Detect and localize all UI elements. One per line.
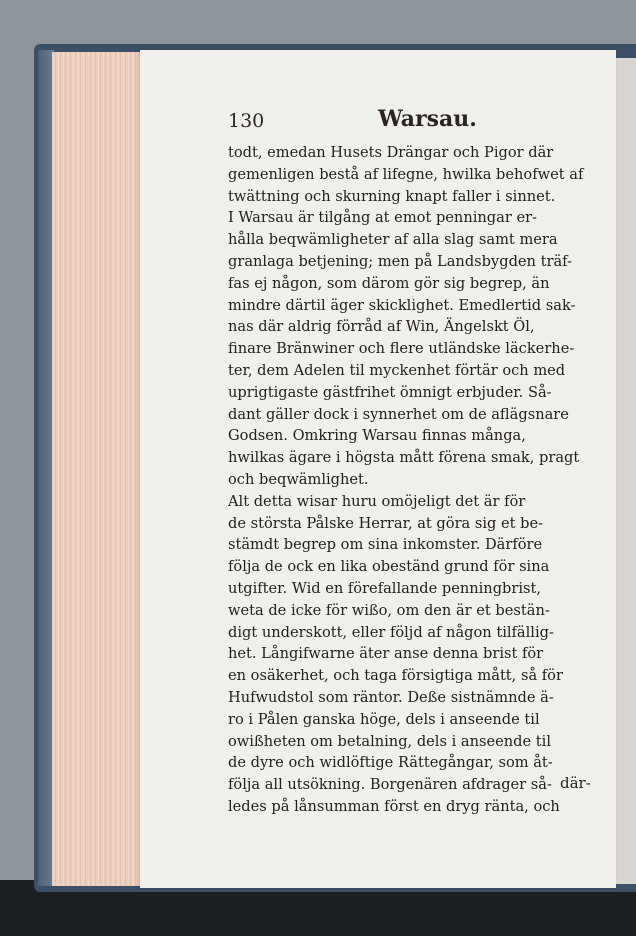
text-line: ro i Pålen ganska höge, dels i anseende til	[228, 710, 540, 728]
text-line: följa de ock en lika obeständ grund för sina	[228, 558, 550, 576]
text-line: het. Långifwarne äter anse denna brist för	[228, 645, 544, 663]
text-line: weta de icke för wißo, om den är et bestän-	[228, 601, 550, 619]
text-line: Alt detta wisar huru omöjeligt det är för	[228, 492, 526, 510]
text-line: finare Bränwiner och flere utländske läckerhe-	[228, 340, 575, 358]
text-line: stämdt begrep om sina inkomster. Därföre	[228, 536, 543, 554]
text-line: granlaga betjening; men på Landsbygden träf-	[228, 252, 572, 270]
text-line: och beqwämlighet.	[228, 470, 369, 488]
text-line: Godsen. Omkring Warsau finnas många,	[228, 427, 526, 445]
catchword: där-	[560, 774, 591, 792]
text-line: de största Pålske Herrar, at göra sig et be-	[228, 514, 544, 532]
text-line: nas där aldrig förråd af Win, Ängelskt Öl,	[228, 318, 535, 336]
text-line: todt, emedan Husets Drängar och Pigor där	[228, 144, 554, 161]
text-line: hwilkas ägare i högsta mått förena smak, pragt	[228, 449, 580, 467]
text-line: twättning och skurning knapt faller i sinnet.	[228, 187, 556, 205]
text-line: en osäkerhet, och taga försigtiga mått, så för	[228, 667, 563, 685]
text-line: följa all utsökning. Borgenären afdrager så-	[228, 776, 552, 794]
text-line: gemenligen bestå af lifegne, hwilka behofwet af	[228, 165, 584, 183]
text-line: utgifter. Wid en förefallande penningbrist,	[228, 579, 542, 597]
body-text	[228, 142, 602, 818]
text-line: uprigtigaste gästfrihet ömnigt erbjuder. Så-	[228, 383, 552, 401]
running-head: Warsau.	[378, 106, 477, 132]
text-line: digt underskott, eller följd af någon tilfällig-	[228, 623, 554, 641]
text-line: ter, dem Adelen til myckenhet förtär och med	[228, 361, 566, 379]
text-line: hålla beqwämligheter af alla slag samt mera	[228, 231, 558, 249]
text-line: I Warsau är tilgång at emot penningar er-	[228, 209, 537, 227]
facing-page-rim	[616, 58, 636, 884]
text-line: fas ej någon, som därom gör sig begrep, än	[228, 274, 550, 292]
text-line: mindre därtil äger skicklighet. Emedlertid sak-	[228, 296, 576, 314]
page-header	[228, 106, 576, 138]
page-edges	[52, 52, 144, 886]
page-number: 130	[228, 110, 265, 132]
text-line: de dyre och widlöftige Rättegångar, som åt-	[228, 754, 553, 772]
text-line: owißheten om betalning, dels i anseende til	[228, 732, 551, 750]
text-line: ledes på lånsumman först en dryg ränta, och	[228, 797, 560, 815]
text-line: Hufwudstol som räntor. Deße sistnämnde ä-	[228, 688, 554, 706]
text-line: dant gäller dock i synnerhet om de aflägsnare	[228, 405, 569, 423]
book-page	[140, 50, 616, 888]
